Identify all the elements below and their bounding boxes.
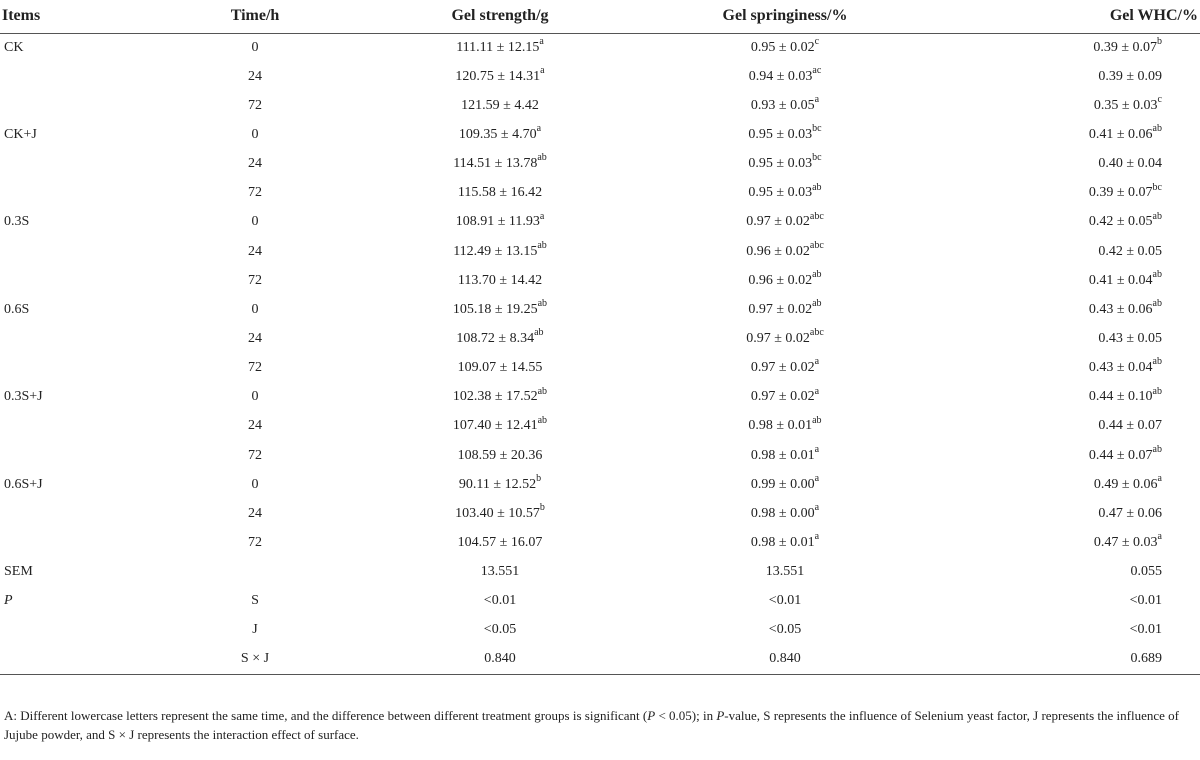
cell-gel-springiness-value: 0.95 ± 0.03	[748, 156, 813, 172]
cell-gel-whc	[930, 587, 1200, 616]
cell-gel-springiness-significance-letters: a	[814, 356, 820, 368]
cell-gel-strength-significance-letters: a	[539, 210, 545, 222]
cell-gel-springiness	[640, 645, 930, 674]
cell-gel-springiness-value: 0.97 ± 0.02	[748, 301, 813, 317]
cell-gel-strength	[360, 645, 640, 674]
cell-time	[150, 120, 360, 149]
cell-time	[150, 208, 360, 237]
cell-gel-strength-value: 108.91 ± 11.93	[455, 214, 540, 230]
cell-gel-whc	[930, 383, 1200, 412]
cell-gel-springiness-value: 0.96 ± 0.02	[748, 272, 813, 288]
cell-gel-strength	[360, 354, 640, 383]
cell-item	[0, 470, 150, 499]
cell-gel-springiness-value: 0.94 ± 0.03	[748, 68, 813, 84]
cell-time	[150, 324, 360, 353]
cell-gel-strength-value: 121.59 ± 4.42	[461, 97, 539, 113]
cell-gel-whc-value: 0.39 ± 0.07	[1093, 39, 1157, 55]
table-row	[0, 208, 1200, 237]
cell-item	[0, 295, 150, 324]
table-row	[0, 383, 1200, 412]
table-row	[0, 616, 1200, 645]
cell-item-value: 0.3S+J	[4, 389, 43, 405]
table-row	[0, 499, 1200, 528]
cell-time	[150, 528, 360, 557]
table-row	[0, 324, 1200, 353]
cell-gel-strength-significance-letters: b	[539, 502, 545, 514]
cell-gel-springiness-value: 0.95 ± 0.02	[750, 39, 815, 55]
table-row	[0, 587, 1200, 616]
cell-gel-springiness	[640, 558, 930, 587]
cell-gel-springiness-value: <0.01	[768, 593, 802, 609]
cell-gel-strength	[360, 587, 640, 616]
cell-gel-strength-value: 13.551	[480, 564, 520, 580]
cell-gel-springiness-value: 0.840	[769, 651, 801, 667]
cell-item-value: P	[4, 593, 13, 609]
cell-gel-springiness-significance-letters: bc	[812, 152, 822, 164]
cell-gel-strength-significance-letters: ab	[537, 414, 548, 426]
cell-gel-springiness-significance-letters: a	[814, 473, 820, 485]
cell-item-value: 0.3S	[4, 214, 30, 230]
cell-time-value: 24	[248, 418, 262, 434]
table-row	[0, 33, 1200, 62]
cell-time-value: 24	[248, 243, 262, 259]
cell-gel-springiness-value: 0.98 ± 0.01	[748, 418, 813, 434]
cell-gel-springiness	[640, 266, 930, 295]
cell-gel-strength-value: 109.35 ± 4.70	[458, 126, 537, 142]
cell-gel-springiness-significance-letters: a	[814, 94, 820, 106]
cell-gel-strength-value: 109.07 ± 14.55	[457, 360, 543, 376]
cell-gel-springiness	[640, 120, 930, 149]
cell-gel-whc	[930, 179, 1200, 208]
cell-item-value: CK	[4, 39, 24, 55]
cell-gel-whc-significance-letters: ab	[1152, 210, 1162, 222]
cell-gel-whc	[930, 528, 1200, 557]
header-gel-whc: Gel WHC/%	[930, 0, 1200, 33]
cell-time-value: 24	[248, 156, 262, 172]
cell-time-value: 24	[248, 68, 262, 84]
cell-item	[0, 62, 150, 91]
table-row	[0, 412, 1200, 441]
header-row	[0, 0, 1200, 33]
cell-gel-springiness	[640, 412, 930, 441]
footnote-text-1: A: Different lowercase letters represent the same time, and the difference between different treatment groups is significant (	[4, 708, 648, 723]
table-footnote	[4, 706, 1196, 744]
cell-gel-whc	[930, 120, 1200, 149]
cell-gel-springiness-value: 0.97 ± 0.02	[750, 389, 815, 405]
cell-item	[0, 616, 150, 645]
cell-gel-whc-value: 0.689	[1130, 651, 1162, 667]
cell-item	[0, 120, 150, 149]
cell-gel-strength	[360, 441, 640, 470]
cell-item-value: 0.6S+J	[4, 476, 43, 492]
cell-gel-whc	[930, 324, 1200, 353]
cell-gel-strength-significance-letters: a	[536, 123, 542, 135]
cell-gel-whc	[930, 645, 1200, 674]
cell-gel-strength	[360, 237, 640, 266]
cell-item	[0, 383, 150, 412]
cell-gel-strength-significance-letters: a	[539, 36, 544, 48]
cell-gel-strength-significance-letters: ab	[537, 298, 548, 310]
cell-gel-whc-significance-letters: ab	[1152, 443, 1162, 455]
cell-gel-strength-value: 113.70 ± 14.42	[457, 272, 543, 288]
cell-gel-springiness-significance-letters: a	[814, 385, 820, 397]
cell-gel-strength-value: 108.59 ± 20.36	[457, 447, 543, 463]
cell-gel-springiness	[640, 324, 930, 353]
cell-item	[0, 441, 150, 470]
header-time: Time/h	[150, 0, 360, 33]
cell-time	[150, 150, 360, 179]
cell-gel-whc-value: 0.47 ± 0.06	[1098, 505, 1162, 521]
cell-gel-springiness-significance-letters: abc	[809, 210, 824, 222]
cell-gel-springiness	[640, 383, 930, 412]
cell-gel-strength	[360, 470, 640, 499]
cell-gel-whc	[930, 295, 1200, 324]
cell-time	[150, 412, 360, 441]
cell-time	[150, 354, 360, 383]
cell-gel-whc	[930, 499, 1200, 528]
cell-time-value: 72	[248, 447, 262, 463]
cell-time	[150, 470, 360, 499]
cell-time-value: 0	[251, 126, 259, 142]
table-row	[0, 150, 1200, 179]
cell-gel-strength-significance-letters: ab	[537, 239, 547, 251]
cell-gel-whc-significance-letters: ab	[1152, 385, 1162, 397]
cell-item	[0, 412, 150, 441]
cell-time-value: J	[252, 622, 258, 638]
cell-time-value: S	[251, 593, 259, 609]
cell-time-value: 24	[248, 330, 262, 346]
cell-gel-whc-value: 0.42 ± 0.05	[1098, 243, 1162, 259]
table-row	[0, 528, 1200, 557]
cell-gel-strength	[360, 528, 640, 557]
cell-gel-strength-value: 0.840	[484, 651, 516, 667]
cell-time-value: 72	[248, 97, 262, 113]
cell-gel-springiness-significance-letters: ac	[812, 65, 822, 77]
table-row	[0, 295, 1200, 324]
cell-time-value: 0	[251, 214, 259, 230]
cell-time	[150, 237, 360, 266]
cell-gel-strength-value: 112.49 ± 13.15	[453, 243, 538, 259]
cell-gel-whc-value: 0.43 ± 0.05	[1098, 330, 1162, 346]
cell-gel-springiness-value: 0.98 ± 0.01	[750, 534, 815, 550]
cell-time-value: 72	[248, 185, 262, 201]
cell-item-value: 0.6S	[4, 301, 30, 317]
cell-gel-springiness-significance-letters: ab	[812, 414, 822, 426]
cell-time	[150, 295, 360, 324]
cell-time	[150, 266, 360, 295]
cell-gel-springiness-value: 0.98 ± 0.00	[750, 505, 815, 521]
cell-item	[0, 91, 150, 120]
cell-gel-whc-value: 0.44 ± 0.10	[1088, 389, 1153, 405]
cell-gel-strength-significance-letters: ab	[537, 385, 548, 397]
cell-gel-springiness-significance-letters: bc	[812, 123, 822, 135]
cell-gel-whc	[930, 62, 1200, 91]
cell-gel-springiness-value: 0.97 ± 0.02	[750, 360, 815, 376]
cell-gel-strength-significance-letters: ab	[534, 327, 544, 339]
cell-gel-whc	[930, 237, 1200, 266]
cell-item	[0, 499, 150, 528]
cell-gel-whc-significance-letters: b	[1157, 36, 1162, 48]
cell-gel-springiness	[640, 354, 930, 383]
cell-gel-whc-significance-letters: ab	[1152, 356, 1162, 368]
cell-gel-springiness	[640, 441, 930, 470]
cell-gel-whc-significance-letters: a	[1157, 531, 1162, 543]
table-row	[0, 237, 1200, 266]
cell-gel-whc	[930, 616, 1200, 645]
cell-gel-whc-significance-letters: bc	[1152, 181, 1162, 193]
cell-item	[0, 558, 150, 587]
cell-time-value: S × J	[240, 651, 270, 667]
header-gel-springiness: Gel springiness/%	[640, 0, 930, 33]
table-row	[0, 62, 1200, 91]
cell-gel-springiness-significance-letters: c	[814, 36, 820, 48]
cell-gel-strength-significance-letters: b	[536, 473, 542, 485]
cell-item	[0, 237, 150, 266]
cell-gel-strength	[360, 150, 640, 179]
cell-gel-whc-value: 0.42 ± 0.05	[1088, 214, 1153, 230]
cell-item	[0, 587, 150, 616]
cell-gel-strength	[360, 91, 640, 120]
cell-gel-springiness-value: 0.93 ± 0.05	[750, 97, 815, 113]
table-row	[0, 120, 1200, 149]
cell-gel-whc-value: <0.01	[1129, 622, 1162, 638]
cell-gel-springiness	[640, 295, 930, 324]
cell-gel-whc	[930, 266, 1200, 295]
cell-gel-whc-value: 0.44 ± 0.07	[1088, 447, 1153, 463]
cell-gel-springiness	[640, 528, 930, 557]
cell-gel-strength-value: 111.11 ± 12.15	[456, 39, 540, 55]
cell-time	[150, 587, 360, 616]
cell-gel-strength-significance-letters: ab	[537, 152, 547, 164]
cell-gel-strength-value: 115.58 ± 16.42	[457, 185, 543, 201]
cell-gel-whc-significance-letters: ab	[1152, 269, 1162, 281]
cell-gel-whc-value: 0.39 ± 0.09	[1098, 68, 1162, 84]
cell-gel-springiness-significance-letters: abc	[809, 327, 824, 339]
footnote-text-2: < 0.05); in	[655, 708, 717, 723]
cell-gel-strength-value: 102.38 ± 17.52	[452, 389, 538, 405]
cell-gel-springiness-significance-letters: ab	[812, 181, 822, 193]
cell-gel-whc	[930, 412, 1200, 441]
cell-gel-springiness-value: 0.99 ± 0.00	[750, 476, 815, 492]
cell-item	[0, 33, 150, 62]
cell-gel-strength-value: 108.72 ± 8.34	[456, 330, 535, 346]
cell-gel-springiness-value: 0.95 ± 0.03	[748, 126, 813, 142]
cell-time-value: 0	[251, 476, 259, 492]
cell-gel-strength-value: 114.51 ± 13.78	[453, 156, 538, 172]
cell-gel-springiness-value: 0.98 ± 0.01	[750, 447, 815, 463]
cell-gel-strength	[360, 324, 640, 353]
cell-gel-springiness	[640, 33, 930, 62]
cell-gel-whc	[930, 441, 1200, 470]
footnote-p-symbol: P	[647, 708, 656, 723]
cell-time-value: 72	[248, 360, 262, 376]
cell-time	[150, 33, 360, 62]
footnote-p-symbol-2: P	[716, 708, 725, 723]
cell-gel-strength	[360, 120, 640, 149]
table-row	[0, 558, 1200, 587]
cell-item	[0, 150, 150, 179]
cell-gel-whc-value: <0.01	[1129, 593, 1162, 609]
cell-item-value: SEM	[4, 564, 33, 580]
cell-gel-strength-value: 104.57 ± 16.07	[457, 534, 543, 550]
table-row	[0, 266, 1200, 295]
cell-gel-whc-value: 0.40 ± 0.04	[1098, 156, 1162, 172]
cell-item-value: CK+J	[4, 126, 37, 142]
cell-gel-whc-value: 0.35 ± 0.03	[1093, 97, 1158, 113]
cell-item	[0, 179, 150, 208]
cell-gel-strength-value: 107.40 ± 12.41	[452, 418, 538, 434]
cell-gel-whc	[930, 354, 1200, 383]
cell-time-value: 72	[248, 272, 262, 288]
cell-time-value: 24	[248, 505, 262, 521]
cell-gel-springiness	[640, 208, 930, 237]
cell-item	[0, 324, 150, 353]
cell-time-value: 72	[248, 534, 262, 550]
header-items: Items	[0, 0, 150, 33]
cell-gel-whc-value: 0.43 ± 0.04	[1088, 360, 1153, 376]
cell-gel-whc-value: 0.39 ± 0.07	[1088, 185, 1153, 201]
table-row	[0, 179, 1200, 208]
cell-gel-springiness-significance-letters: a	[814, 502, 820, 514]
table-row	[0, 645, 1200, 674]
cell-time	[150, 62, 360, 91]
cell-time-value: 0	[251, 389, 259, 405]
cell-time	[150, 558, 360, 587]
cell-gel-whc	[930, 558, 1200, 587]
cell-gel-springiness-value: 0.96 ± 0.02	[746, 243, 810, 259]
cell-item	[0, 645, 150, 674]
cell-gel-springiness	[640, 499, 930, 528]
cell-time	[150, 179, 360, 208]
cell-gel-springiness-value: 0.95 ± 0.03	[748, 185, 813, 201]
cell-gel-whc	[930, 33, 1200, 62]
cell-gel-springiness-value: 0.97 ± 0.02	[746, 330, 810, 346]
table-row	[0, 441, 1200, 470]
cell-time-value: 0	[251, 39, 259, 55]
cell-gel-strength-value: <0.05	[483, 622, 517, 638]
cell-gel-strength-significance-letters: a	[540, 65, 545, 77]
header-gel-strength: Gel strength/g	[360, 0, 640, 33]
cell-gel-springiness-value: 0.97 ± 0.02	[746, 214, 810, 230]
cell-gel-whc-significance-letters: ab	[1152, 123, 1162, 135]
cell-gel-springiness	[640, 237, 930, 266]
cell-gel-whc-significance-letters: a	[1157, 473, 1162, 485]
cell-gel-strength	[360, 208, 640, 237]
cell-time	[150, 616, 360, 645]
cell-gel-whc-significance-letters: c	[1157, 94, 1162, 106]
cell-gel-whc-value: 0.055	[1130, 564, 1162, 580]
cell-gel-strength	[360, 412, 640, 441]
cell-gel-springiness-significance-letters: abc	[809, 239, 824, 251]
cell-gel-whc-value: 0.43 ± 0.06	[1088, 301, 1153, 317]
cell-gel-springiness-value: <0.05	[768, 622, 802, 638]
cell-item	[0, 528, 150, 557]
cell-gel-strength	[360, 179, 640, 208]
cell-gel-springiness-significance-letters: ab	[812, 298, 822, 310]
cell-gel-strength	[360, 499, 640, 528]
cell-time	[150, 645, 360, 674]
cell-gel-springiness-significance-letters: ab	[812, 269, 822, 281]
cell-gel-strength	[360, 295, 640, 324]
cell-time	[150, 91, 360, 120]
cell-gel-springiness	[640, 62, 930, 91]
cell-gel-springiness	[640, 179, 930, 208]
cell-gel-springiness	[640, 587, 930, 616]
cell-gel-springiness-significance-letters: a	[814, 531, 820, 543]
cell-gel-whc	[930, 470, 1200, 499]
cell-gel-whc	[930, 91, 1200, 120]
cell-gel-springiness-significance-letters: a	[814, 443, 820, 455]
cell-item	[0, 266, 150, 295]
cell-gel-strength-value: 90.11 ± 12.52	[458, 476, 537, 492]
cell-time-value: 0	[251, 301, 259, 317]
cell-gel-strength	[360, 616, 640, 645]
cell-gel-springiness	[640, 616, 930, 645]
cell-gel-whc	[930, 150, 1200, 179]
cell-gel-strength-value: 105.18 ± 19.25	[452, 301, 538, 317]
cell-gel-springiness	[640, 91, 930, 120]
cell-gel-whc-value: 0.41 ± 0.04	[1088, 272, 1153, 288]
cell-gel-strength	[360, 33, 640, 62]
table-row	[0, 470, 1200, 499]
footnote-text-3: -value, S represents the influence of Selenium yeast factor, J represents the influence of Jujube powder, and S × J represents the interaction effect of surface.	[4, 708, 1179, 742]
cell-item	[0, 354, 150, 383]
cell-gel-whc-value: 0.41 ± 0.06	[1088, 126, 1153, 142]
cell-gel-springiness	[640, 470, 930, 499]
table-row	[0, 91, 1200, 120]
cell-gel-strength	[360, 383, 640, 412]
cell-time	[150, 383, 360, 412]
cell-gel-strength	[360, 266, 640, 295]
cell-gel-springiness-value: 13.551	[765, 564, 805, 580]
cell-gel-whc-value: 0.47 ± 0.03	[1093, 534, 1158, 550]
cell-gel-whc-significance-letters: ab	[1152, 298, 1162, 310]
cell-time	[150, 441, 360, 470]
cell-item	[0, 208, 150, 237]
table-row	[0, 354, 1200, 383]
cell-gel-strength-value: 103.40 ± 10.57	[455, 505, 540, 521]
cell-gel-whc-value: 0.44 ± 0.07	[1098, 418, 1162, 434]
cell-time	[150, 499, 360, 528]
cell-gel-whc	[930, 208, 1200, 237]
cell-gel-whc-value: 0.49 ± 0.06	[1093, 476, 1158, 492]
cell-gel-strength-value: 120.75 ± 14.31	[455, 68, 541, 84]
cell-gel-springiness	[640, 150, 930, 179]
cell-gel-strength	[360, 62, 640, 91]
cell-gel-strength	[360, 558, 640, 587]
cell-gel-strength-value: <0.01	[483, 593, 517, 609]
